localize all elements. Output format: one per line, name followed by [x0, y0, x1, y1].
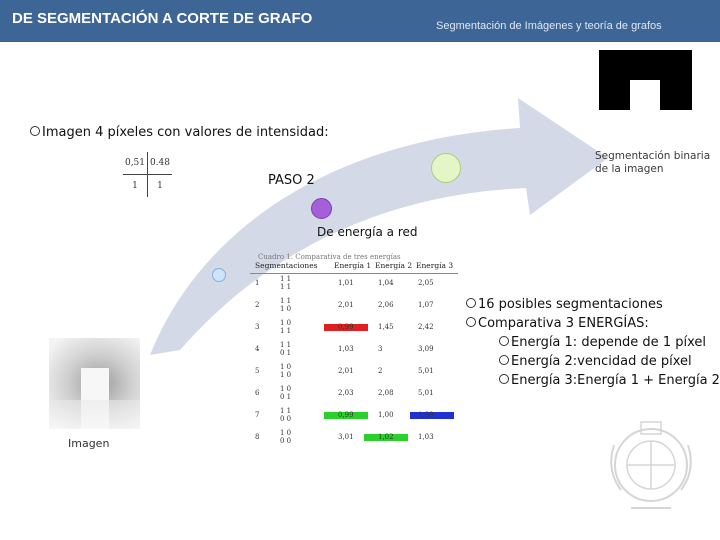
segmentation-pattern: 0 1: [280, 393, 292, 401]
pixel-cell: 0,51: [123, 152, 148, 175]
step-label: PASO 2: [268, 173, 315, 188]
input-image: [49, 338, 140, 429]
pixel-intensity-table: [123, 152, 172, 197]
bullet-icon: [466, 298, 476, 308]
pixel-cell: 1: [123, 175, 148, 198]
list-item-label: Energía 3:Energía 1 + Energía 2: [511, 373, 720, 388]
energy-3-value: 2,05: [418, 279, 434, 287]
energy-1-value: 2,01: [338, 367, 354, 375]
pixel-cell: 1: [148, 175, 173, 198]
energy-2-value: 3: [378, 345, 383, 353]
binary-segmentation-image: [599, 50, 692, 142]
purple-circle-icon: [311, 198, 332, 219]
energy-3-value: 1,99: [418, 411, 434, 419]
intro-text: [30, 125, 329, 140]
segmentation-pattern: 1 0: [280, 319, 292, 327]
energy-2-value: 1,45: [378, 323, 394, 331]
slide-subtitle: Segmentación de Imágenes y teoría de grafos: [436, 20, 662, 32]
bullet-icon: [499, 355, 509, 365]
binary-segmentation-caption: [595, 150, 710, 176]
segmentation-pattern: 1 1: [280, 341, 292, 349]
segmentation-pattern: 1 0: [280, 385, 292, 393]
segmentation-pattern: 1 0: [280, 305, 292, 313]
segmentation-pattern: 1 0: [280, 363, 292, 371]
energy-1-value: 1,03: [338, 345, 354, 353]
segmentation-pattern: 0 0: [280, 437, 292, 445]
input-image-caption: Imagen: [68, 437, 110, 450]
segmentation-pattern: 1 1: [280, 283, 292, 291]
column-header: Energía 3: [416, 261, 454, 270]
university-seal-logo: [596, 410, 706, 520]
energy-1-value: 2,03: [338, 389, 354, 397]
list-subitem: [466, 371, 720, 390]
energy-3-value: 1,03: [418, 433, 434, 441]
comparison-title: Cuadro 1. Comparativa de tres energías: [258, 253, 401, 261]
energy-1-value: 3,01: [338, 433, 354, 441]
list-subitem: [466, 333, 720, 352]
segmentation-pattern: 1 1: [280, 327, 292, 335]
energy-3-value: 2,42: [418, 323, 434, 331]
segmentation-pattern: 1 0: [280, 371, 292, 379]
caption-line: de la imagen: [595, 163, 664, 175]
bullet-icon: [466, 317, 476, 327]
energy-3-value: 1,07: [418, 301, 434, 309]
list-subitem: [466, 352, 720, 371]
energy-1-value: 1,01: [338, 279, 354, 287]
table-row: [123, 152, 172, 175]
energy-1-value: 2,01: [338, 301, 354, 309]
row-number: 6: [255, 389, 260, 397]
green-circle-icon: [431, 153, 461, 183]
pixel-cell: 0.48: [148, 152, 173, 175]
energy-to-network-label: De energía a red: [317, 225, 418, 239]
blue-circle-icon: [212, 268, 226, 282]
caption-line: Segmentación binaria: [595, 150, 711, 162]
segmentation-pattern: 1 0: [280, 429, 292, 437]
row-number: 4: [255, 345, 260, 353]
bullet-icon: [499, 336, 509, 346]
segmentation-pattern: 0 0: [280, 415, 292, 423]
segmentation-pattern: 1 1: [280, 407, 292, 415]
list-item-label: Energía 1: depende de 1 píxel: [511, 335, 706, 350]
list-item-label: Energía 2:vencidad de píxel: [511, 354, 692, 369]
column-header: Energía 1: [334, 261, 372, 270]
list-item-label: 16 posibles segmentaciones: [478, 297, 663, 312]
row-number: 3: [255, 323, 260, 331]
energy-comparison-table: [250, 253, 460, 449]
bullet-list: [466, 295, 720, 390]
column-header: Segmentaciones: [255, 261, 318, 270]
row-number: 1: [255, 279, 260, 287]
table-row: [123, 175, 172, 198]
segmentation-pattern: 1 1: [280, 297, 292, 305]
bullet-icon: [499, 374, 509, 384]
row-number: 5: [255, 367, 260, 375]
input-image-gap: [49, 400, 140, 429]
list-item: [466, 295, 720, 314]
intro-label: Imagen 4 píxeles con valores de intensidad:: [42, 125, 329, 140]
energy-3-value: 3,09: [418, 345, 434, 353]
energy-1-value: 0,99: [338, 323, 354, 331]
energy-1-value: 0,99: [338, 411, 354, 419]
row-number: 2: [255, 301, 260, 309]
segmentation-pattern: 1 1: [280, 275, 292, 283]
energy-2-value: 2,08: [378, 389, 394, 397]
row-number: 8: [255, 433, 260, 441]
energy-3-value: 5,01: [418, 389, 434, 397]
slide-title: DE SEGMENTACIÓN A CORTE DE GRAFO: [12, 10, 313, 27]
list-item-label: Comparativa 3 ENERGÍAS:: [478, 316, 649, 331]
energy-2-value: 1,00: [378, 411, 394, 419]
energy-2-value: 2,06: [378, 301, 394, 309]
energy-2-value: 2: [378, 367, 383, 375]
energy-2-value: 1,04: [378, 279, 394, 287]
column-header: Energía 2: [375, 261, 413, 270]
energy-2-value: 1,02: [378, 433, 394, 441]
row-separator: [250, 273, 458, 274]
segmentation-pattern: 0 1: [280, 349, 292, 357]
energy-3-value: 5,01: [418, 367, 434, 375]
row-number: 7: [255, 411, 260, 419]
bullet-icon: [30, 126, 40, 136]
list-item: [466, 314, 720, 333]
